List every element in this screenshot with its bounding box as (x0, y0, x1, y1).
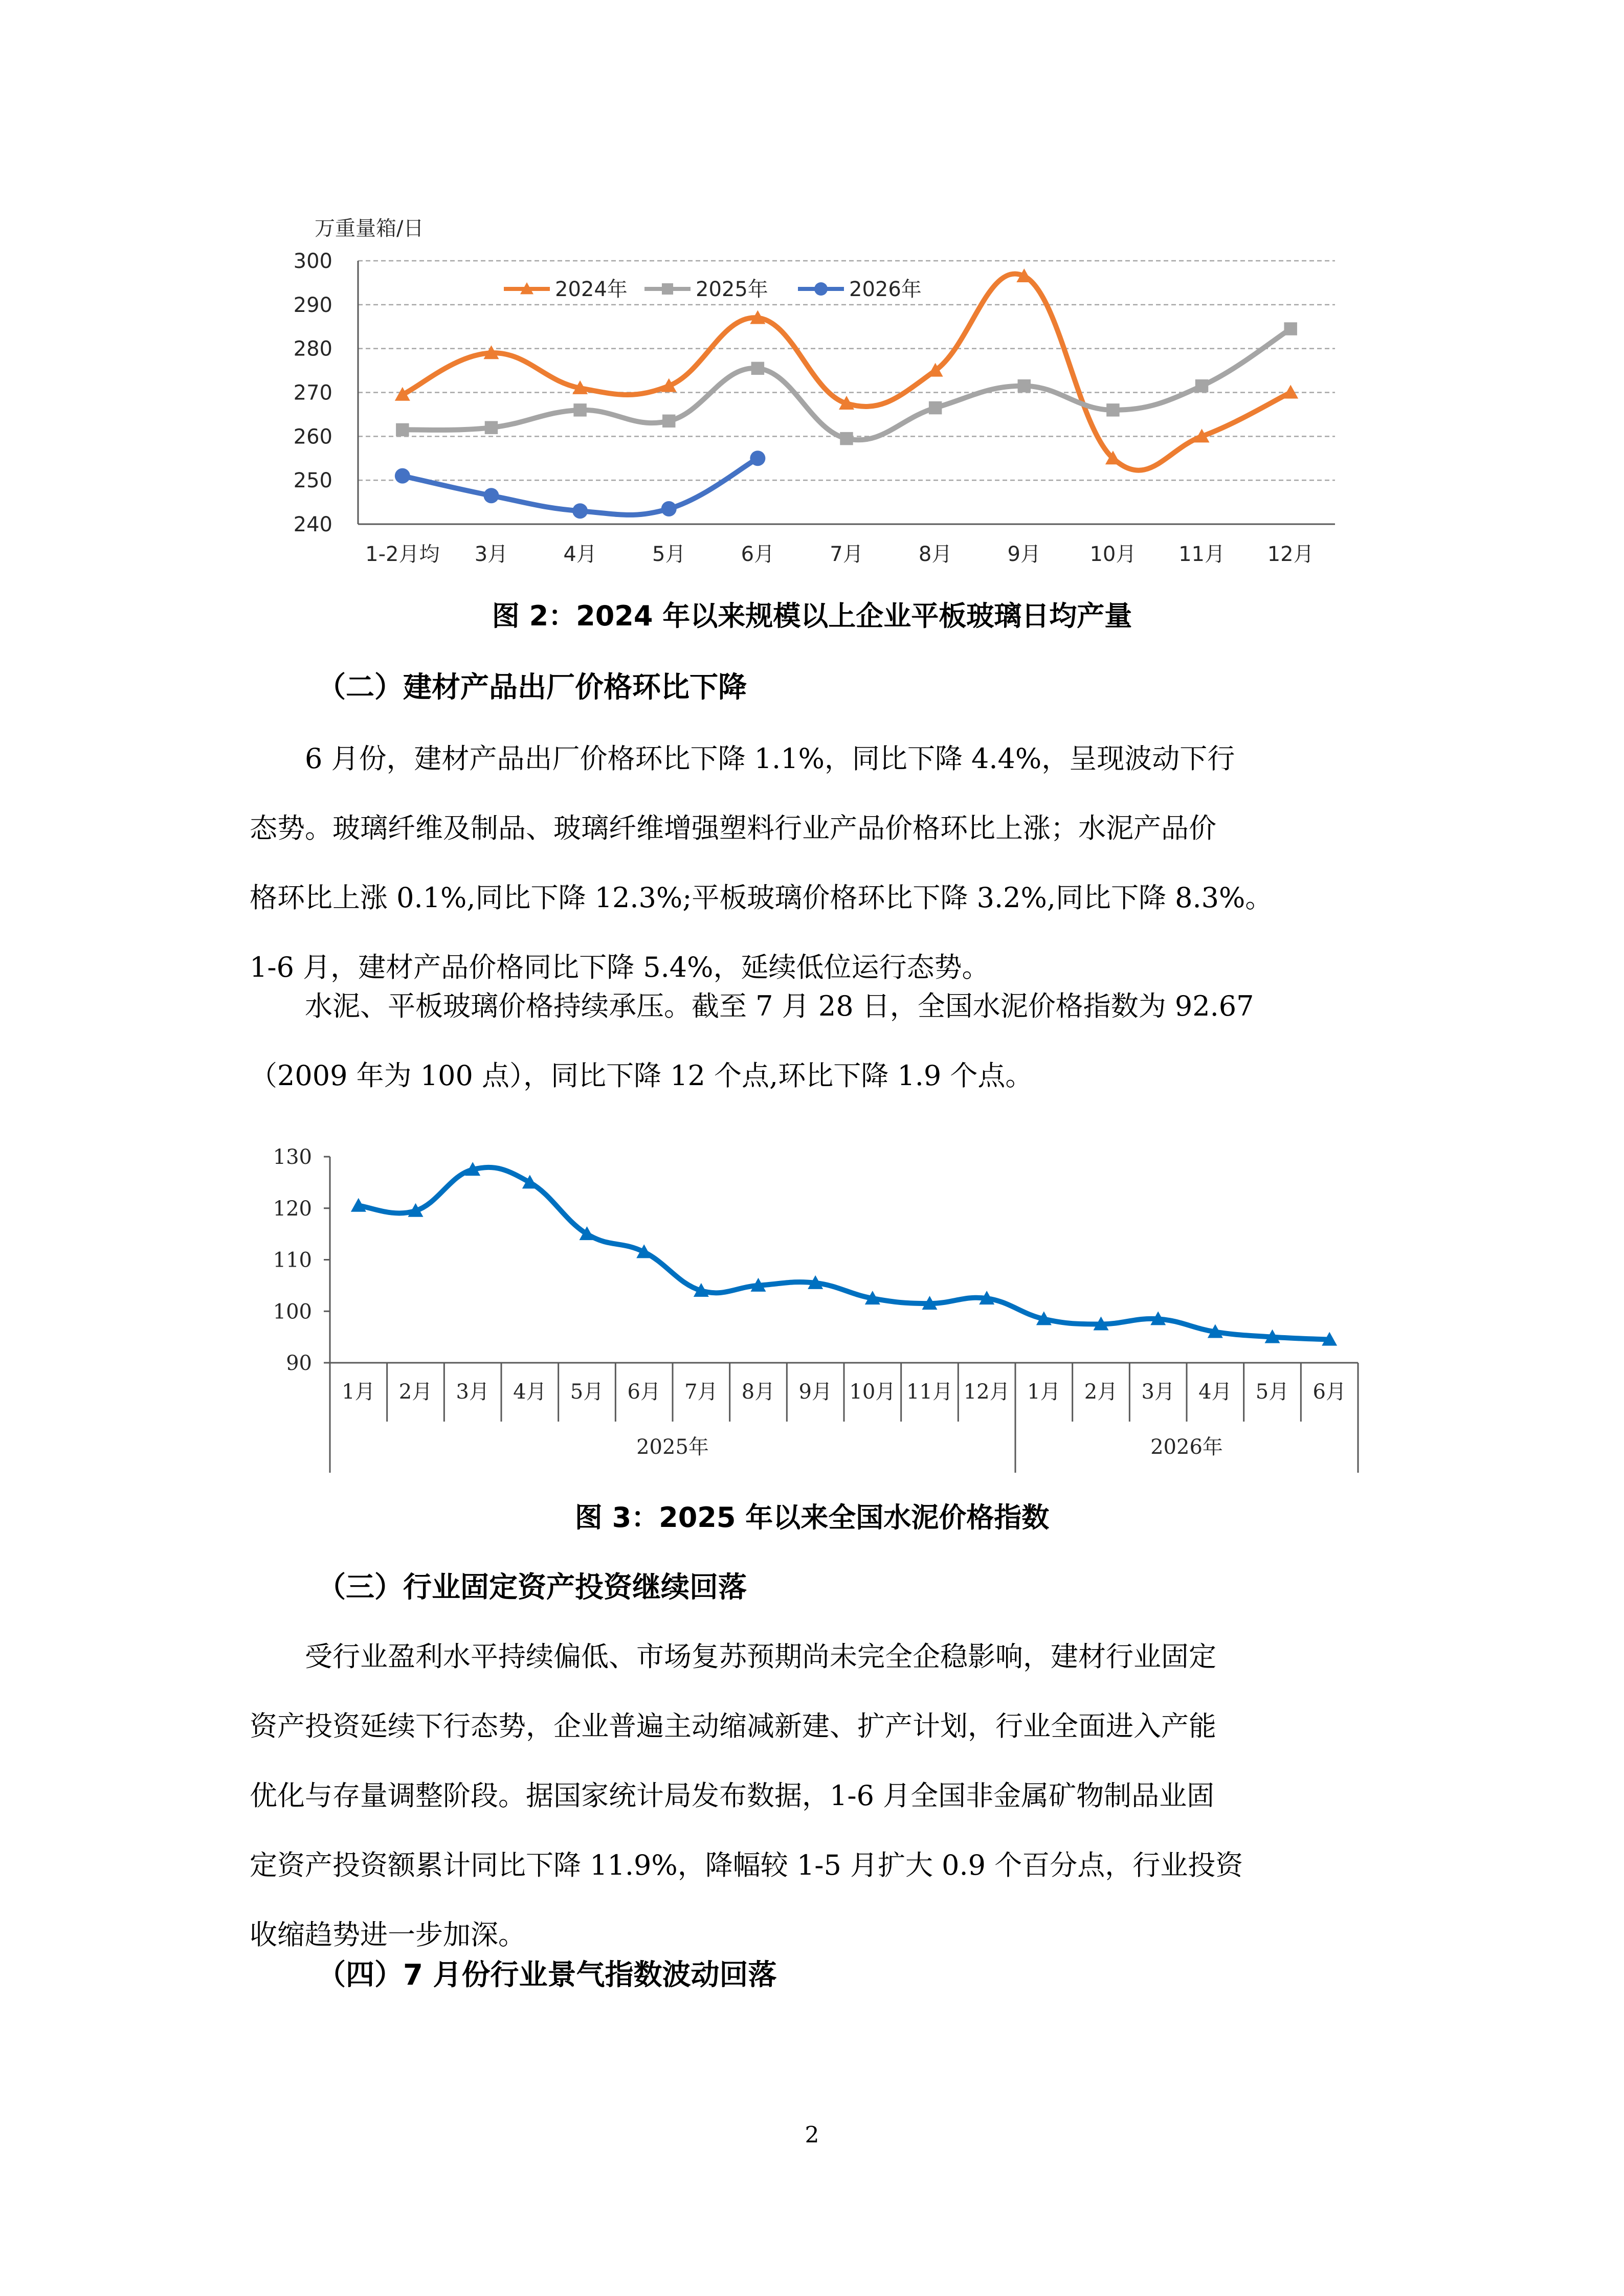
section2-paragraph-1 (250, 724, 1377, 1002)
data-point (573, 403, 587, 417)
series-line-2025年 (403, 329, 1291, 440)
legend-marker (662, 283, 673, 295)
data-point (1284, 322, 1297, 335)
data-point (395, 468, 410, 484)
x-group-label: 2026年 (1150, 1435, 1223, 1459)
x-tick-label: 2月 (398, 1380, 433, 1404)
data-point (572, 503, 588, 519)
x-tick-label: 7月 (684, 1380, 718, 1404)
para-line: 定资产投资额累计同比下降 11.9%，降幅较 1-5 月扩大 0.9 个百分点，行业投资 (250, 1849, 1243, 1881)
legend-label: 2025年 (696, 278, 768, 301)
y-tick-label: 280 (293, 337, 332, 361)
y-tick-label: 260 (293, 425, 332, 449)
data-point (662, 415, 676, 428)
section4-heading: （四）7 月份行业景气指数波动回落 (317, 1959, 777, 1992)
x-tick-label: 11月 (906, 1380, 953, 1404)
x-tick-label: 6月 (741, 543, 775, 566)
legend-label: 2024年 (555, 278, 628, 301)
data-point (1018, 379, 1031, 393)
x-tick-label: 1月 (342, 1380, 375, 1404)
x-tick-label: 4月 (563, 543, 597, 566)
data-point (840, 432, 853, 445)
para-line: 受行业盈利水平持续偏低、市场复苏预期尚未完全企稳影响，建材行业固定 (305, 1640, 1216, 1673)
x-tick-label: 10月 (849, 1380, 896, 1404)
para-line: 态势。玻璃纤维及制品、玻璃纤维增强塑料行业产品价格环比上涨；水泥产品价 (250, 812, 1216, 844)
x-tick-label: 9月 (1007, 543, 1041, 566)
data-point (1106, 403, 1120, 417)
series-line (359, 1167, 1329, 1340)
x-tick-label: 10月 (1089, 543, 1137, 566)
y-tick-label: 120 (273, 1197, 312, 1221)
x-tick-label: 1月 (1027, 1380, 1061, 1404)
x-tick-label: 3月 (1141, 1380, 1175, 1404)
x-tick-label: 5月 (1255, 1380, 1289, 1404)
figure3-caption: 图 3：2025 年以来全国水泥价格指数 (574, 1501, 1050, 1534)
x-tick-label: 8月 (918, 543, 952, 566)
para-line: （2009 年为 100 点），同比下降 12 个点,环比下降 1.9 个点。 (250, 1060, 1033, 1092)
section3-heading: （三）行业固定资产投资继续回落 (317, 1571, 747, 1604)
y-tick-label: 240 (293, 513, 332, 536)
section3-paragraph (250, 1622, 1377, 1970)
data-point (750, 451, 765, 466)
x-tick-label: 12月 (1267, 543, 1314, 566)
y-tick-label: 90 (286, 1352, 312, 1375)
data-point (751, 362, 765, 375)
x-tick-label: 3月 (456, 1380, 490, 1404)
y-tick-label: 270 (293, 381, 332, 405)
y-tick-label: 110 (273, 1248, 312, 1272)
x-tick-label: 9月 (798, 1380, 832, 1404)
legend-marker (814, 282, 828, 296)
x-group-label: 2025年 (636, 1435, 709, 1459)
x-tick-label: 1-2月均 (365, 543, 440, 566)
x-tick-label: 6月 (627, 1380, 661, 1404)
x-tick-label: 3月 (474, 543, 508, 566)
x-tick-label: 4月 (1198, 1380, 1232, 1404)
data-point (1195, 379, 1209, 393)
page-number: 2 (805, 2122, 819, 2148)
para-line: 水泥、平板玻璃价格持续承压。截至 7 月 28 日，全国水泥价格指数为 92.67 (305, 990, 1254, 1022)
para-line: 优化与存量调整阶段。据国家统计局发布数据，1-6 月全国非金属矿物制品业固 (250, 1780, 1215, 1812)
section2-heading: （二）建材产品出厂价格环比下降 (317, 671, 747, 704)
x-tick-label: 4月 (513, 1380, 547, 1404)
chart-y-axis-label: 万重量箱/日 (315, 217, 424, 240)
para-line: 格环比上涨 0.1%,同比下降 12.3%;平板玻璃价格环比下降 3.2%,同比下降 8.3%。 (250, 882, 1273, 914)
x-tick-label: 7月 (830, 543, 863, 566)
x-tick-label: 12月 (963, 1380, 1010, 1404)
y-tick-label: 250 (293, 469, 332, 493)
figure2-chart (286, 210, 1350, 588)
x-tick-label: 8月 (741, 1380, 775, 1404)
data-point (396, 423, 409, 437)
x-tick-label: 6月 (1312, 1380, 1346, 1404)
x-tick-label: 2月 (1084, 1380, 1118, 1404)
data-point (483, 488, 499, 503)
figure2-caption: 图 2：2024 年以来规模以上企业平板玻璃日均产量 (492, 600, 1132, 632)
para-line: 收缩趋势进一步加深。 (250, 1919, 526, 1951)
para-line: 1-6 月，建材产品价格同比下降 5.4%，延续低位运行态势。 (250, 951, 990, 983)
y-tick-label: 300 (293, 250, 332, 273)
y-tick-label: 100 (273, 1300, 312, 1324)
data-point (929, 401, 942, 415)
y-tick-label: 290 (293, 293, 332, 317)
x-tick-label: 5月 (652, 543, 686, 566)
section2-paragraph-2 (250, 972, 1377, 1111)
data-point (485, 421, 498, 434)
x-tick-label: 11月 (1178, 543, 1225, 566)
y-tick-label: 130 (273, 1145, 312, 1169)
para-line: 资产投资延续下行态势，企业普遍主动缩减新建、扩产计划，行业全面进入产能 (250, 1710, 1216, 1742)
figure3-chart (256, 1135, 1381, 1473)
data-point (661, 501, 677, 516)
legend-label: 2026年 (849, 278, 922, 301)
data-point (1283, 385, 1298, 399)
x-tick-label: 5月 (570, 1380, 604, 1404)
para-line: 6 月份，建材产品出厂价格环比下降 1.1%，同比下降 4.4%，呈现波动下行 (305, 742, 1235, 775)
